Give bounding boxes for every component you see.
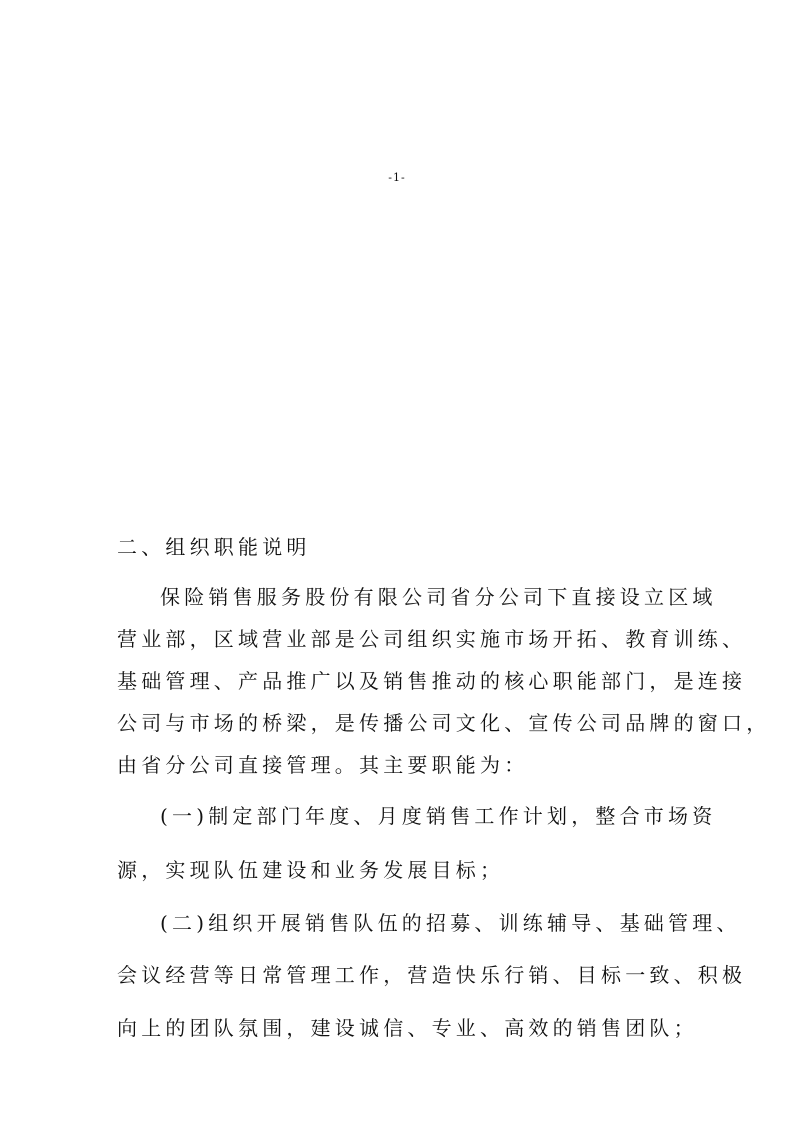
paragraph-line: 由省分公司直接管理。其主要职能为： bbox=[117, 753, 529, 777]
page-number: -1- bbox=[388, 171, 406, 184]
list-item-line: (二)组织开展销售队伍的招募、训练辅导、基础管理、 bbox=[160, 911, 741, 935]
paragraph-line: 公司与市场的桥梁，是传播公司文化、宣传公司品牌的窗口， bbox=[117, 711, 771, 735]
list-item-line: 会议经营等日常管理工作，营造快乐行销、目标一致、积极 bbox=[117, 963, 747, 987]
paragraph-line: 保险销售服务股份有限公司省分公司下直接设立区域 bbox=[160, 585, 717, 609]
section-heading: 二、组织职能说明 bbox=[117, 535, 311, 559]
list-item-line: 向上的团队氛围，建设诚信、专业、高效的销售团队； bbox=[117, 1016, 698, 1040]
paragraph-line: 基础管理、产品推广以及销售推动的核心职能部门，是连接 bbox=[117, 669, 747, 693]
paragraph-line: 营业部，区域营业部是公司组织实施市场开拓、教育训练、 bbox=[117, 627, 747, 651]
list-item-line: (一)制定部门年度、月度销售工作计划，整合市场资 bbox=[160, 804, 717, 828]
list-item-line: 源，实现队伍建设和业务发展目标； bbox=[117, 858, 505, 882]
